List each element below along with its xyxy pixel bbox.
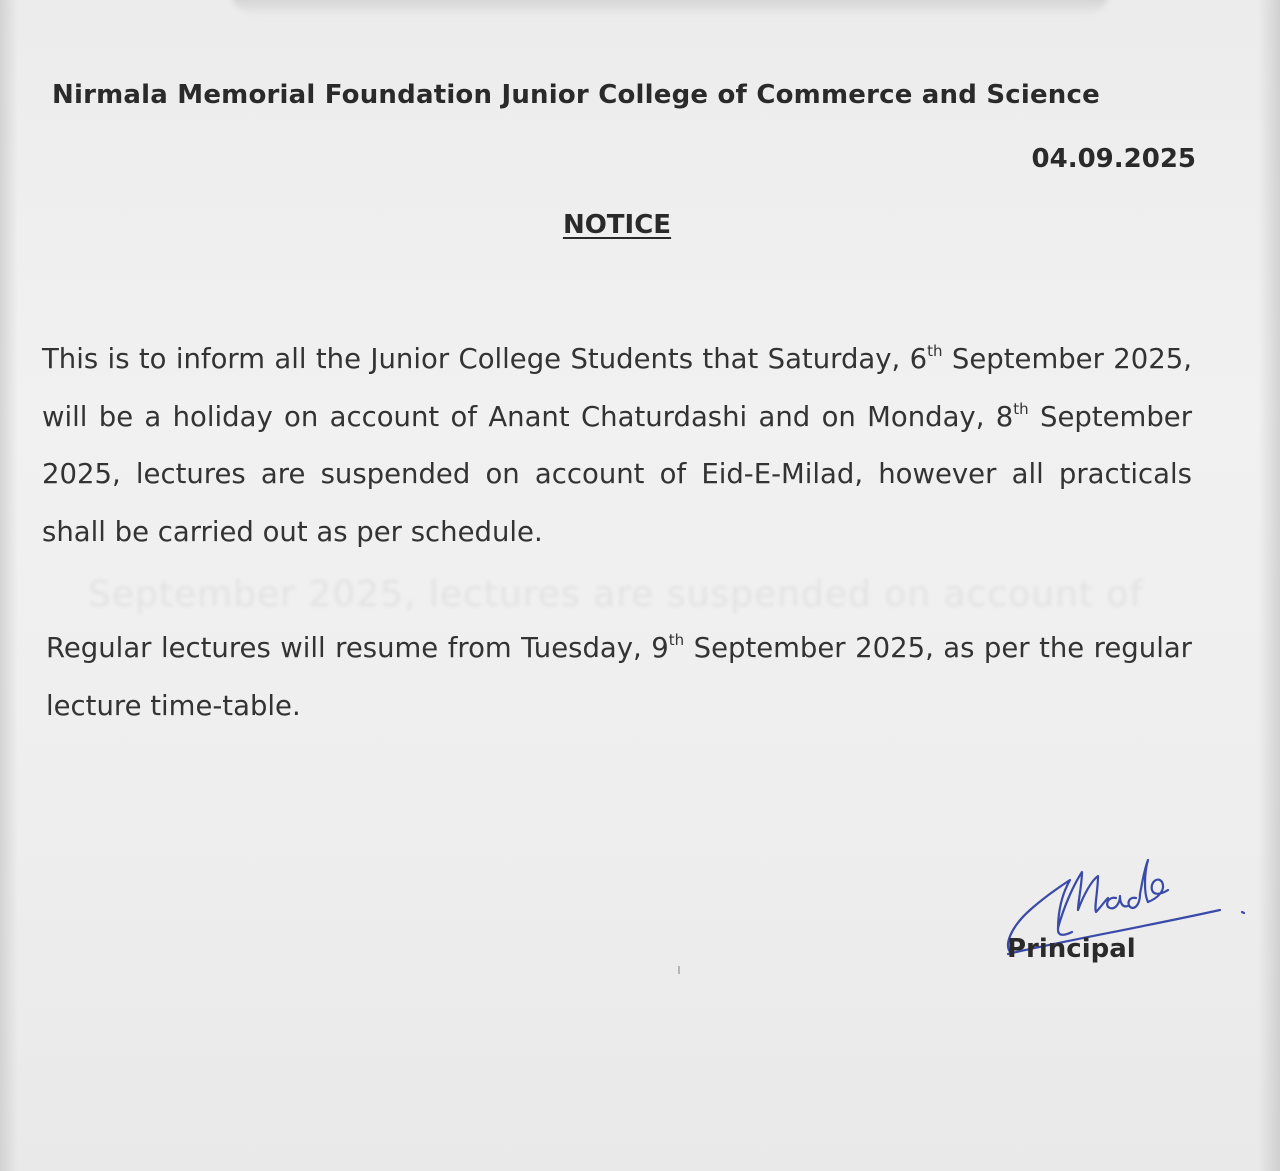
para1-ordinal-1: th [927, 342, 943, 360]
para1-text-2: September 2025, will be a holiday on account of Anant Chaturdashi and on Monday, 8 [42, 343, 1193, 433]
notice-title: NOTICE [562, 210, 672, 240]
institution-name: Nirmala Memorial Foundation Junior College of Commerce and Science [52, 80, 1100, 110]
signature-m-stroke [1058, 872, 1108, 928]
paper-right-edge [1258, 0, 1280, 1171]
signatory-title: Principal [1007, 934, 1136, 964]
notice-paragraph-resume [46, 620, 1192, 735]
paper-fold-shadow [230, 0, 1110, 16]
para2-text-1: Regular lectures will resume from Tuesday, 9 [46, 632, 669, 664]
signature-a-stroke [1107, 896, 1128, 908]
paper-speck [678, 966, 680, 974]
para2-ordinal-1: th [668, 631, 685, 649]
para1-text-3: September 2025, lectures are suspended on account of Eid-E-Milad, however all practicals shall be carried out as per schedule. [42, 400, 1192, 548]
show-through-text: September 2025, lectures are suspended on account of [88, 574, 1144, 615]
notice-date: 04.09.2025 [1031, 144, 1196, 174]
para1-ordinal-2: th [1013, 399, 1029, 418]
notice-paragraph-holiday [42, 331, 1192, 561]
para2-text-2: September 2025, as per the regular lecture time-table. [46, 632, 1192, 722]
signature-tail-stroke [1148, 880, 1168, 902]
para1-text-1: This is to inform all the Junior College Students that Saturday, 6 [42, 343, 928, 375]
paper-left-edge [0, 0, 18, 1171]
signature-d-stroke [1129, 860, 1148, 908]
signature-dot-stroke [1242, 912, 1244, 913]
